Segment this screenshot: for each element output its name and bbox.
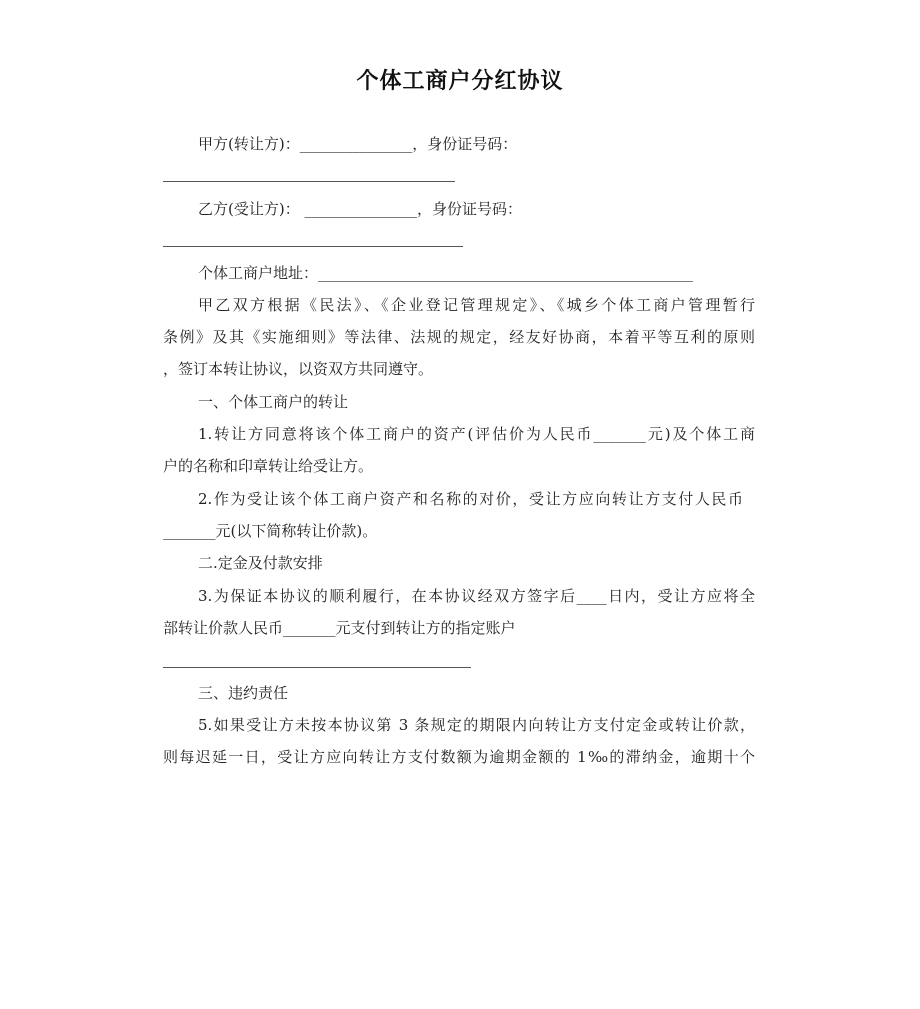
document-title: 个体工商户分红协议: [356, 69, 564, 94]
clause-2-line-2: _______元(以下简称转让价款)。: [163, 522, 378, 540]
clause-5-line-1: 5.如果受让方未按本协议第 3 条规定的期限内向转让方支付定金或转让价款，: [198, 716, 755, 734]
intro-line-3: ，签订本转让协议，以资双方共同遵守。: [163, 360, 434, 378]
address-line: 个体工商户地址：__________________________________________________: [198, 264, 694, 282]
party-b-line: 乙方(受让方)： _______________，身份证号码：: [198, 200, 522, 218]
party-a-line: 甲方(转让方)：_______________，身份证号码：: [198, 135, 518, 153]
intro-line-1: 甲乙双方根据《民法》、《企业登记管理规定》、《城乡个体工商户管理暂行: [198, 296, 755, 314]
clause-2-line-1: 2.作为受让该个体工商户资产和名称的对价，受让方应向转让方支付人民币: [198, 490, 743, 508]
clause-1-line-2: 户的名称和印章转让给受让方。: [163, 457, 374, 475]
section-3-heading: 三、违约责任: [198, 684, 289, 702]
section-2-heading: 二.定金及付款安排: [198, 554, 323, 572]
account-blank: [163, 667, 471, 668]
party-a-id-blank: [163, 181, 455, 182]
clause-1-line-1: 1.转让方同意将该个体工商户的资产(评估价为人民币_______元)及个体工商: [198, 425, 755, 443]
section-1-heading: 一、个体工商户的转让: [198, 393, 349, 411]
party-b-id-blank: [163, 246, 463, 247]
clause-5-line-2: 则每迟延一日，受让方应向转让方支付数额为逾期金额的 1‰的滞纳金，逾期十个: [163, 748, 755, 766]
clause-3-line-2: 部转让价款人民币_______元支付到转让方的指定账户: [163, 619, 516, 637]
clause-3-line-1: 3.为保证本协议的顺利履行，在本协议经双方签字后____日内，受让方应将全: [198, 587, 755, 605]
intro-line-2: 条例》及其《实施细则》等法律、法规的规定，经友好协商，本着平等互利的原则: [163, 328, 755, 346]
